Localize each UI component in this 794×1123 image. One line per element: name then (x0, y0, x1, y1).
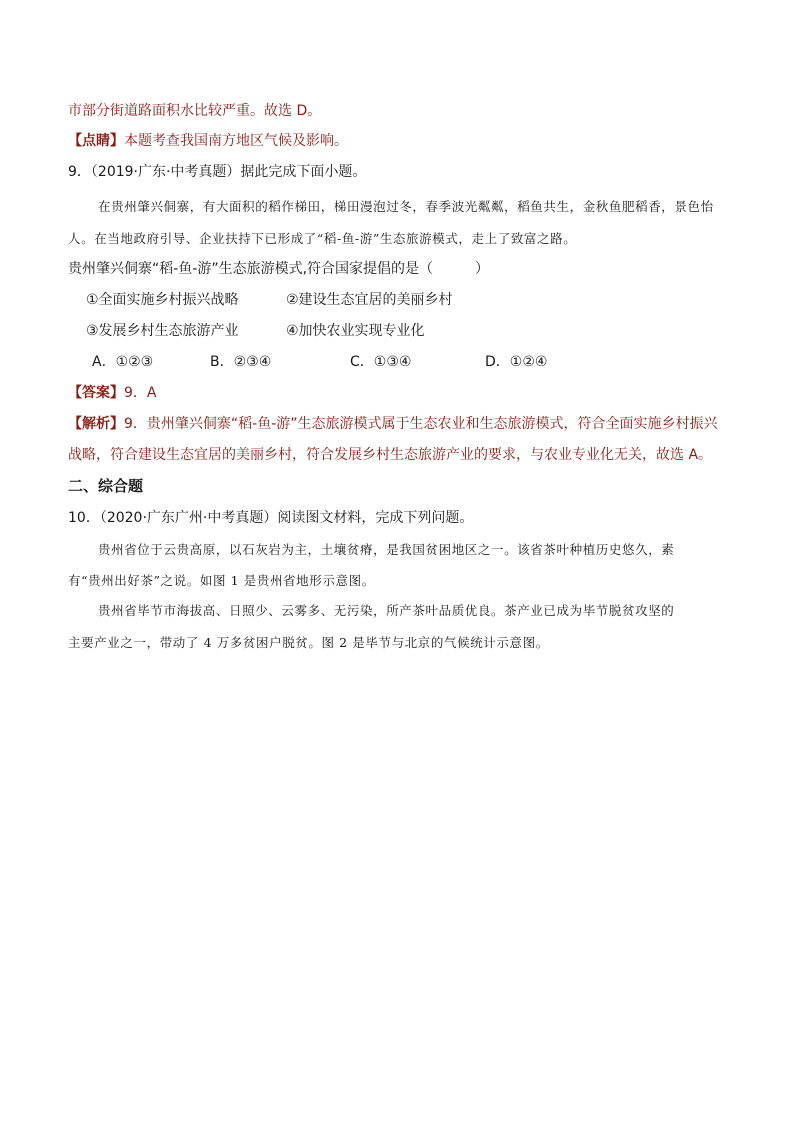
statement-2: ②建设生态宜居的美丽乡村 (286, 292, 453, 308)
question-10-head: 10．（2020·广东广州·中考真题）阅读图文材料，完成下列问题。 (68, 510, 474, 526)
choice-d: D．①②④ (485, 354, 548, 370)
previous-answer-tail: 市部分街道路面积水比较严重。故选 D。 (68, 103, 322, 119)
tip-row (68, 131, 348, 151)
analysis-text-2: 战略，符合建设生态宜居的美丽乡村，符合发展乡村生态旅游产业的要求，与农业专业化无关，故选 A。 (68, 447, 713, 463)
answer-row (68, 383, 156, 403)
question-10-material-line-3: 贵州省毕节市海拔高、日照少、云雾多、无污染，所产茶叶品质优良。茶产业已成为毕节脱贫攻坚的 (98, 603, 675, 618)
statement-1: ①全面实施乡村振兴战略 (86, 292, 239, 308)
statement-4: ④加快农业实现专业化 (286, 323, 425, 339)
answer-text: 9．A (124, 385, 157, 401)
choice-a: A．①②③ (92, 354, 154, 370)
question-9-stem: 贵州肇兴侗寨“稻-鱼-游”生态旅游模式,符合国家提倡的是（ ） (68, 261, 490, 277)
analysis-text-1: 9．贵州肇兴侗寨“稻-鱼-游”生态旅游模式属于生态农业和生态旅游模式，符合全面实施乡村振兴 (124, 416, 718, 432)
question-9-material-line-2: 人。在当地政府引导、企业扶持下已形成了“稻-鱼-游”生态旅游模式，走上了致富之路。 (68, 231, 577, 246)
question-10-material-line-2: 有“贵州出好茶”之说。如图 1 是贵州省地形示意图。 (68, 573, 375, 588)
tip-label: 【点睛】 (68, 133, 124, 149)
section-title: 二、综合题 (68, 477, 144, 495)
statement-3: ③发展乡村生态旅游产业 (86, 323, 239, 339)
answer-label: 【答案】 (68, 385, 124, 401)
question-10-material-line-4: 主要产业之一，带动了 4 万多贫困户脱贫。图 2 是毕节与北京的气候统计示意图。 (68, 635, 549, 650)
choice-b: B．②③④ (210, 354, 272, 370)
question-9-material-line-1: 在贵州肇兴侗寨，有大面积的稻作梯田，梯田漫泡过冬，春季波光粼粼，稻鱼共生，金秋鱼肥稻香，景色怡 (98, 199, 714, 214)
analysis-row-1 (68, 414, 718, 434)
question-10-material-line-1: 贵州省位于云贵高原，以石灰岩为主，土壤贫瘠，是我国贫困地区之一。该省茶叶种植历史悠久，素 (98, 542, 675, 557)
analysis-label: 【解析】 (68, 416, 124, 432)
choice-c: C．①③④ (350, 354, 412, 370)
tip-text: 本题考查我国南方地区气候及影响。 (124, 133, 348, 149)
question-9-head: 9．（2019·广东·中考真题）据此完成下面小题。 (68, 164, 367, 180)
